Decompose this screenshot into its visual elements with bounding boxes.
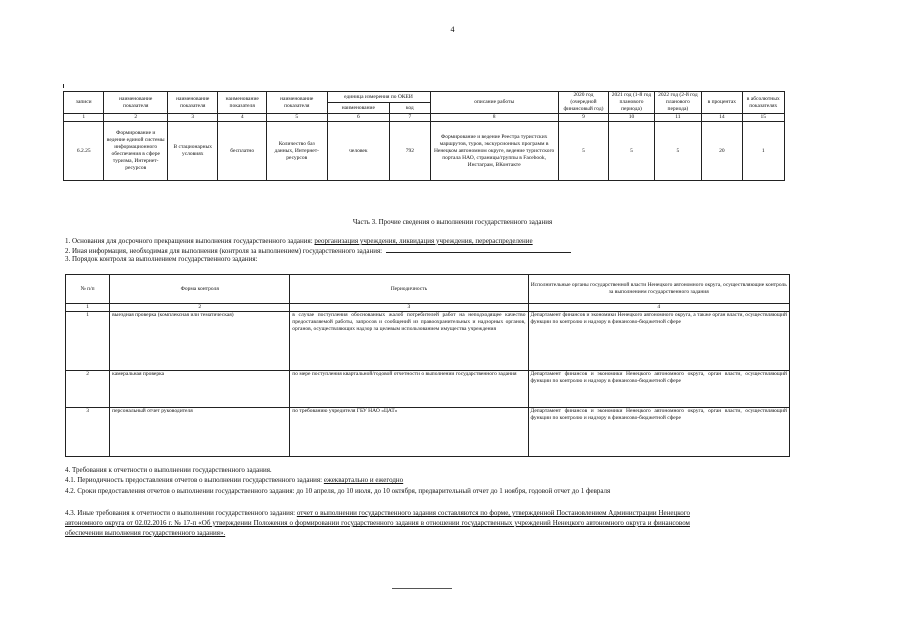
section-4-1 <box>65 475 690 485</box>
cell-abs: 1 <box>742 122 784 181</box>
cell-number: 1 <box>66 312 110 371</box>
cell-name: Формирование и ведение единой системы информационного обеспечения в сфере туризма, Интернет-ресурсов <box>104 122 168 181</box>
column-number: 10 <box>609 114 654 122</box>
line-1-label: 1. Основания для досрочного прекращения выполнения государственного задания: <box>65 237 315 245</box>
column-number: 4 <box>528 304 790 312</box>
line-2-label: 2. Иная информация, необходимая для выполнения (контроля за выполнением) государственного задания: <box>65 247 384 255</box>
column-number: 7 <box>390 114 430 122</box>
column-number: 6 <box>327 114 390 122</box>
cell-number: 2 <box>66 371 110 408</box>
header-cell: наименование <box>327 103 390 114</box>
column-number: 4 <box>218 114 266 122</box>
header-cell: код <box>390 103 430 114</box>
header-cell: наименование показателя <box>266 92 327 114</box>
header-cell: наименование показателя <box>218 92 266 114</box>
part3-title: Часть 3. Прочие сведения о выполнении государственного задания <box>352 218 553 226</box>
column-number: 15 <box>742 114 784 122</box>
table-row <box>66 408 790 457</box>
header-cell: описание работы <box>430 92 558 114</box>
section-4-1-value: ежеквартально и ежегодно <box>323 476 404 484</box>
section-4-3-label: 4.3. Иные требования к отчетности о выполнении государственного задания: <box>65 509 297 517</box>
section-4-1-label: 4.1. Периодичность предоставления отчетов о выполнении государственного задания: <box>65 476 324 484</box>
column-number: 1 <box>66 304 110 312</box>
column-number: 2 <box>110 304 290 312</box>
cell-pct: 20 <box>702 122 742 181</box>
cell-payment: бесплатно <box>218 122 266 181</box>
header-cell: № п/п <box>66 275 110 304</box>
table-cut-mark <box>63 84 68 88</box>
indicators-table <box>63 91 785 181</box>
column-number: 2 <box>104 114 168 122</box>
column-number: 3 <box>168 114 218 122</box>
cell-form: выездная проверка (комплексная или тематическая) <box>110 312 290 371</box>
header-cell: 2020 год (очередной финансовый год) <box>558 92 608 114</box>
line-2 <box>65 246 571 255</box>
table-row <box>66 371 790 408</box>
column-number: 1 <box>64 114 104 122</box>
header-cell: Исполнительные органы государственной власти Ненецкого автономного округа, осуществляющие контроль за выполнением государственного задания <box>528 275 790 304</box>
cell-code: 792 <box>390 122 430 181</box>
cell-org: Департамент финансов и экономики Ненецкого автономного округа, а также орган власти, осуществляющий функции по контролю и надзору в финансово-бюджетной сфере <box>528 312 790 371</box>
header-cell: единица измерения по ОКЕИ <box>327 92 430 103</box>
column-number-row <box>64 114 785 122</box>
cell-org: Департамент финансов и экономики Ненецкого автономного округа, орган власти, осуществляющий функции по контролю и надзору в финансово-бюджетной сфере <box>528 371 790 408</box>
control-table <box>65 274 790 457</box>
header-cell: наименование показателя <box>104 92 168 114</box>
column-number-row <box>66 304 790 312</box>
header-cell: в абсолютных показателях <box>742 92 784 114</box>
section-4-3-value: отчет о выполнении государственного задания составляются по форме, утвержденной Постановлением Администрации Ненецкого автономного округа от 02.02.2016 г. № 17-п «Об утверждении Положения о формировании государственного задания в отношении государственных учреждений Ненецкого автономного округа и финансовом обеспечении выполнения государственного задания». <box>65 509 690 537</box>
cell-2020: 5 <box>558 122 608 181</box>
cell-period: по мере поступления квартальной/годовой отчетности о выполнении государственного задания <box>290 371 528 408</box>
cell-2021: 5 <box>609 122 654 181</box>
cell-period: по требованию учредителя ГБУ НАО «ЦАТ» <box>290 408 528 457</box>
header-cell: 2022 год (2-й год планового периода) <box>654 92 701 114</box>
footer-divider <box>392 588 452 589</box>
section-4-3 <box>65 508 690 538</box>
table-header-row <box>66 275 790 304</box>
column-number: 11 <box>654 114 701 122</box>
cell-conditions: В стационарных условиях <box>168 122 218 181</box>
header-cell: Форма контроля <box>110 275 290 304</box>
page-number: 4 <box>450 25 455 34</box>
header-cell: Периодичность <box>290 275 528 304</box>
cell-id: 6.2.25 <box>64 122 104 181</box>
cell-2022: 5 <box>654 122 701 181</box>
cell-form: камеральная проверка <box>110 371 290 408</box>
blank-fill-line <box>386 246 571 253</box>
column-number: 8 <box>430 114 558 122</box>
section-4: 4. Требования к отчетности о выполнении государственного задания. <box>65 466 272 474</box>
cell-indicator: Количество баз данных, Интернет-ресурсов <box>266 122 327 181</box>
header-cell: 2021 год (1-й год планового периода) <box>609 92 654 114</box>
column-number: 14 <box>702 114 742 122</box>
header-cell: записи <box>64 92 104 114</box>
header-cell: наименование показателя <box>168 92 218 114</box>
cell-org: Департамент финансов и экономики Ненецкого автономного округа, орган власти, осуществляющий функции по контролю и надзору в финансово-бюджетной сфере <box>528 408 790 457</box>
section-4-2: 4.2. Сроки предоставления отчетов о выполнении государственного задания: до 10 апреля, до 10 июля, до 10 октября, предварительный отчет до 1 ноября, годовой отчет до 1 февраля <box>65 487 611 495</box>
table-row <box>66 312 790 371</box>
cell-period: в случае поступления обоснованных жалоб потребителей работ на неподходящее качество предоставляемой работы, запросов и сообщений из правоохранительных и надзорных органов, органов, осуществляющих надзор за целевым использованием имущества учреждения <box>290 312 528 371</box>
table-row <box>64 122 785 181</box>
line-1 <box>65 237 533 245</box>
line-1-value: реорганизация учреждения, ликвидация учреждения, перераспределение <box>314 237 533 245</box>
column-number: 9 <box>558 114 608 122</box>
cell-form: персональный отчет руководителя <box>110 408 290 457</box>
cell-unit: человек <box>327 122 390 181</box>
table-header-row <box>64 92 785 103</box>
header-cell: в процентах <box>702 92 742 114</box>
line-3: 3. Порядок контроля за выполнением государственного задания: <box>65 255 258 263</box>
cell-description: Формирование и ведение Реестра туристских маршрутов, туров, экскурсионных программ в Ненецком автономном округе, ведение туристского портала НАО, страницы/группы в Facebook, Инстаграм, ВКонтакте <box>430 122 558 181</box>
column-number: 5 <box>266 114 327 122</box>
column-number: 3 <box>290 304 528 312</box>
cell-number: 3 <box>66 408 110 457</box>
